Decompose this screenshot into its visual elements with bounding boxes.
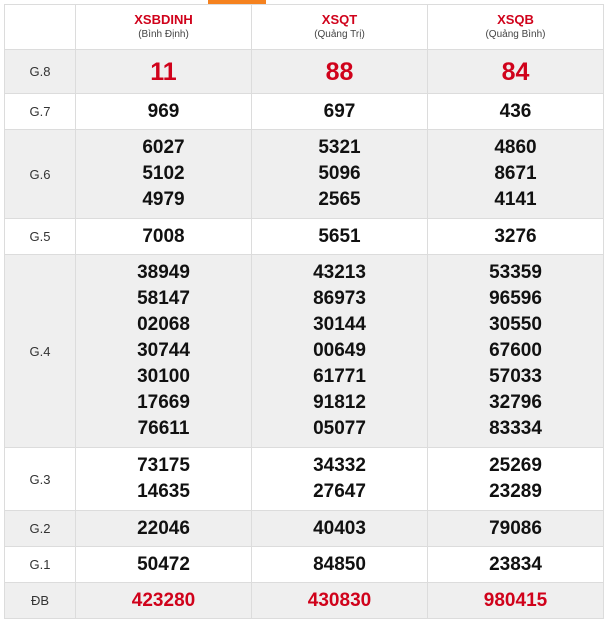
prize-number: 11: [150, 57, 177, 86]
prize-number: 88: [325, 57, 354, 86]
prize-number: 30100: [137, 366, 190, 387]
prize-number: 14635: [137, 481, 190, 502]
prize-cell: [76, 94, 252, 130]
prize-number: 7008: [142, 225, 185, 247]
prize-number: 84: [501, 57, 530, 86]
prize-number: 969: [147, 100, 180, 122]
prize-row-g5: [5, 219, 604, 255]
prize-cell: [76, 583, 252, 619]
prize-cell: [76, 448, 252, 511]
lottery-results-table: [4, 4, 604, 619]
prize-number: 5651: [318, 225, 361, 247]
province-name: (Bình Định): [138, 29, 189, 40]
header-corner: [5, 5, 76, 50]
prize-cell: [428, 511, 604, 547]
prize-number: 2565: [318, 189, 361, 210]
prize-cell: [252, 50, 428, 94]
prize-number: 5321: [318, 137, 361, 158]
prize-cell: [252, 219, 428, 255]
prize-number: 83334: [489, 418, 542, 439]
prize-label: G.8: [5, 50, 76, 94]
special-prize-number: 980415: [483, 589, 548, 611]
prize-cell: [252, 130, 428, 219]
prize-number: 25269: [489, 455, 542, 476]
prize-number: 43213: [313, 262, 366, 283]
prize-cell: [428, 50, 604, 94]
special-prize-number: 423280: [131, 589, 196, 611]
prize-number: 76611: [137, 418, 190, 439]
header-row: [5, 5, 604, 50]
province-code[interactable]: XSQT: [321, 12, 358, 27]
prize-number: 4141: [494, 189, 537, 210]
prize-number: 61771: [313, 366, 366, 387]
prize-cell: [252, 94, 428, 130]
prize-row-g6: [5, 130, 604, 219]
prize-cell: [428, 255, 604, 448]
prize-number: 5102: [142, 163, 185, 184]
prize-label: G.6: [5, 130, 76, 219]
prize-number: 23289: [489, 481, 542, 502]
prize-number: 30744: [137, 340, 190, 361]
prize-number: 86973: [313, 288, 366, 309]
prize-cell: [76, 50, 252, 94]
prize-number: 6027: [142, 137, 185, 158]
prize-number: 96596: [489, 288, 542, 309]
province-code[interactable]: XSBDINH: [134, 12, 193, 27]
prize-row-g4: [5, 255, 604, 448]
prize-number: 697: [323, 100, 356, 122]
prize-number: 84850: [313, 553, 366, 575]
prize-number: 91812: [313, 392, 366, 413]
prize-number: 27647: [313, 481, 366, 502]
prize-cell: [428, 547, 604, 583]
prize-number: 3276: [494, 225, 537, 247]
prize-cell: [428, 448, 604, 511]
prize-row-special: [5, 583, 604, 619]
prize-number: 22046: [137, 517, 190, 539]
prize-cell: [76, 511, 252, 547]
prize-number: 58147: [137, 288, 190, 309]
province-name: (Quảng Trị): [314, 29, 365, 40]
prize-cell: [252, 547, 428, 583]
prize-number: 38949: [137, 262, 190, 283]
prize-cell: [76, 547, 252, 583]
prize-number: 436: [499, 100, 532, 122]
special-prize-number: 430830: [307, 589, 372, 611]
province-header[interactable]: [76, 5, 252, 50]
prize-number: 34332: [313, 455, 366, 476]
province-name: (Quảng Bình): [485, 29, 546, 40]
prize-number: 4979: [142, 189, 185, 210]
prize-cell: [428, 583, 604, 619]
prize-cell: [252, 511, 428, 547]
prize-number: 57033: [489, 366, 542, 387]
prize-number: 00649: [313, 340, 366, 361]
prize-number: 05077: [313, 418, 366, 439]
prize-cell: [252, 448, 428, 511]
province-header[interactable]: [252, 5, 428, 50]
prize-number: 50472: [137, 553, 190, 575]
prize-number: 73175: [137, 455, 190, 476]
prize-number: 02068: [137, 314, 190, 335]
prize-cell: [76, 130, 252, 219]
prize-number: 8671: [494, 163, 537, 184]
prize-label: ĐB: [5, 583, 76, 619]
prize-row-g8: [5, 50, 604, 94]
prize-cell: [76, 255, 252, 448]
prize-cell: [428, 130, 604, 219]
prize-label: G.5: [5, 219, 76, 255]
prize-label: G.7: [5, 94, 76, 130]
prize-number: 30550: [489, 314, 542, 335]
province-header[interactable]: [428, 5, 604, 50]
prize-number: 4860: [494, 137, 537, 158]
prize-cell: [428, 219, 604, 255]
prize-number: 40403: [313, 517, 366, 539]
province-code[interactable]: XSQB: [497, 12, 534, 27]
prize-row-g2: [5, 511, 604, 547]
prize-cell: [428, 94, 604, 130]
prize-number: 79086: [489, 517, 542, 539]
prize-number: 32796: [489, 392, 542, 413]
prize-label: G.1: [5, 547, 76, 583]
prize-number: 23834: [489, 553, 542, 575]
prize-number: 5096: [318, 163, 361, 184]
prize-row-g1: [5, 547, 604, 583]
prize-number: 30144: [313, 314, 366, 335]
prize-number: 53359: [489, 262, 542, 283]
prize-cell: [252, 583, 428, 619]
prize-row-g7: [5, 94, 604, 130]
prize-row-g3: [5, 448, 604, 511]
prize-label: G.4: [5, 255, 76, 448]
prize-label: G.3: [5, 448, 76, 511]
prize-label: G.2: [5, 511, 76, 547]
prize-cell: [252, 255, 428, 448]
prize-cell: [76, 219, 252, 255]
prize-number: 67600: [489, 340, 542, 361]
prize-number: 17669: [137, 392, 190, 413]
